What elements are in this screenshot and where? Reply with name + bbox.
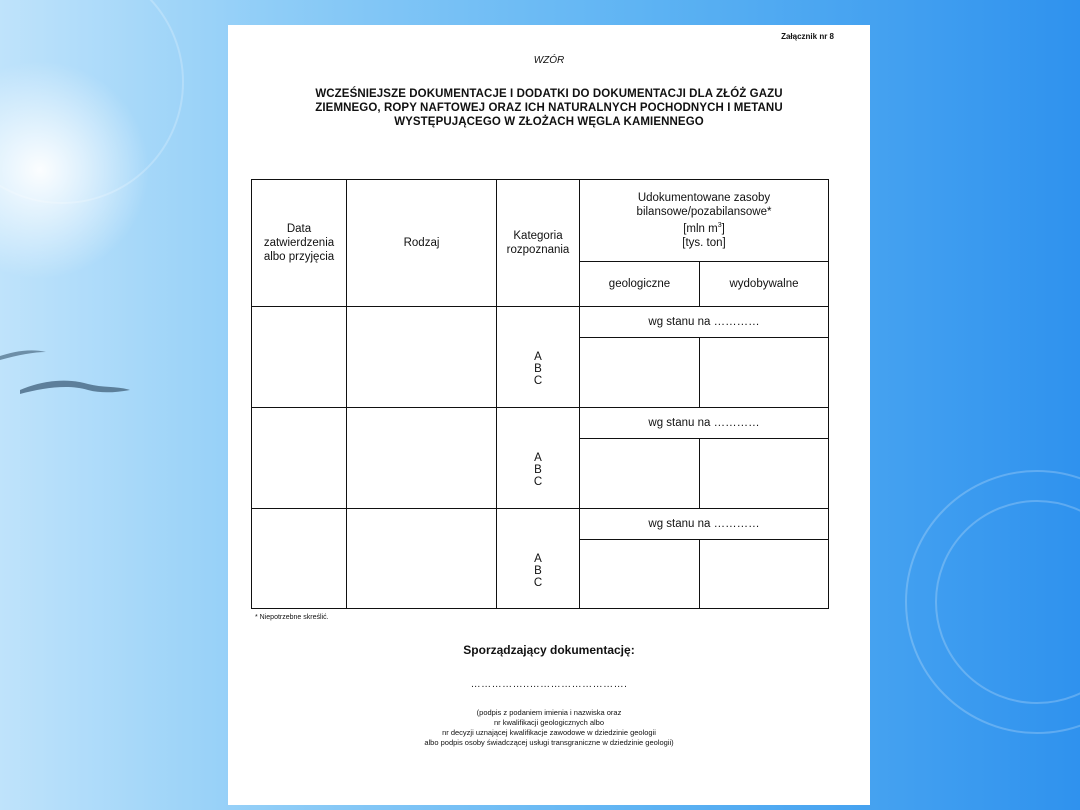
state-label: wg stanu na ………… [580,408,829,439]
state-label: wg stanu na ………… [580,509,829,540]
template-label: WZÓR [533,55,565,66]
cell-extractable [700,338,829,408]
table-row [252,307,829,338]
document-title [258,87,840,129]
table-row [252,509,829,540]
bird-icon [0,340,60,370]
reserves-table [251,179,829,609]
cell-category: A B C [497,408,580,509]
table-header-row [252,180,829,262]
title-line: WYSTĘPUJĄCEGO W ZŁOŻACH WĘGLA KAMIENNEGO [394,116,704,128]
cell-geological [580,540,700,609]
title-line: ZIEMNEGO, ROPY NAFTOWEJ ORAZ ICH NATURALNYCH POCHODNYCH I METANU [315,102,783,114]
title-line: WCZEŚNIEJSZE DOKUMENTACJE I DODATKI DO DOKUMENTACJI DLA ZŁÓŻ GAZU [315,88,783,100]
table-row [252,408,829,439]
annex-label: Załącznik nr 8 [781,32,834,41]
state-label: wg stanu na ………… [580,307,829,338]
bird-icon [18,372,138,404]
header-geological: geologiczne [580,262,700,307]
cell-date [252,408,347,509]
signature-caption: (podpis z podaniem imienia i nazwiska oraz nr kwalifikacji geologicznych albo nr decyzji uznającej kwalifikacje zawodowe w dziedzinie geologii albo podpis osoby świadczącej usługi transgraniczne w dziedzinie geologii) [424,708,674,747]
signer-label: Sporządzający dokumentację: [463,643,635,657]
cell-category: A B C [497,307,580,408]
header-date: Data zatwierdzenia albo przyjęcia [252,180,347,307]
cell-type [347,408,497,509]
cell-geological [580,338,700,408]
background-ring [0,0,184,204]
document-page [228,25,870,805]
header-extractable: wydobywalne [700,262,829,307]
signature-line: ……………..………………………. [470,679,628,690]
cell-geological [580,439,700,509]
header-reserves: Udokumentowane zasoby bilansowe/pozabilansowe* [mln $m^3$] [tys. ton] [580,180,829,262]
cell-date [252,509,347,609]
header-category: Kategoria rozpoznania [497,180,580,307]
footnote: * Niepotrzebne skreślić. [255,614,329,621]
header-type: Rodzaj [347,180,497,307]
cell-category: A B C [497,509,580,609]
cell-type [347,509,497,609]
cell-type [347,307,497,408]
cell-date [252,307,347,408]
cell-extractable [700,540,829,609]
cell-extractable [700,439,829,509]
